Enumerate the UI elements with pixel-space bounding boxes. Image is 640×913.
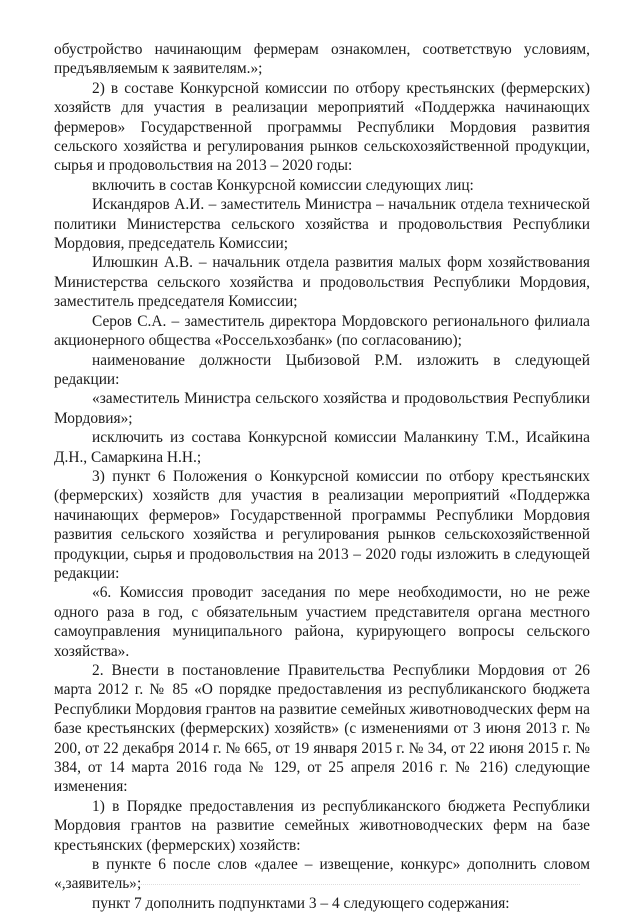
paragraph-section-2-amend: 2. Внести в постановление Правительства Республики Мордовия от 26 марта 2012 г. № 85 «О порядке предоставления из республиканского бюджета Республики Мордовия грантов на развитие семейных животноводческих ферм на базе крестьянских (фермерских) хозяйств» (с изменениями от 3 июня 2013 г. № 200, от 22 декабря 2014 г. № 665, от 19 января 2015 г. № 34, от 22 июня 2015 г. № 384, от 14 марта 2016 года № 129, от 25 апреля 2016 г. № 216) следующие изменения: (54, 662, 590, 796)
paragraph-item-7-add-subitems: пункт 7 дополнить подпунктами 3 – 4 следующего содержания: (92, 894, 510, 912)
paragraph-member-ilyushkin: Илюшкин А.В. – начальник отдела развития малых форм хозяйствования Министерства сельского хозяйства и продовольствия Республики Мордовия, заместитель председателя Комиссии; (54, 254, 590, 311)
paragraph-exclude-members: исключить из состава Конкурсной комиссии Маланкину Т.М., Исайкина Д.Н., Самаркина Н.Н.; (54, 429, 590, 466)
paragraph-item-6-quote: «6. Комиссия проводит заседания по мере необходимости, но не реже одного раза в год, с обязательным участием представителя органа местного самоуправления муниципального района, курирующего вопросы сельского хозяйства». (54, 584, 590, 660)
paragraph-include-members: включить в состав Конкурсной комиссии следующих лиц: (92, 176, 474, 194)
paragraph-member-iskandyarov: Искандяров А.И. – заместитель Министра – начальник отдела технической политики Министерства сельского хозяйства и продовольствия Республики Мордовия, председатель Комиссии; (54, 196, 590, 253)
paragraph-item-1-procedure: 1) в Порядке предоставления из республиканского бюджета Республики Мордовия грантов на развитие семейных животноводческих ферм на базе крестьянских (фермерских) хозяйств: (54, 797, 590, 854)
paragraph-position-quote: «заместитель Министра сельского хозяйства и продовольствия Республики Мордовия»; (54, 390, 590, 427)
paragraph-item-2-commission: 2) в составе Конкурсной комиссии по отбору крестьянских (фермерских) хозяйств для участия в реализации мероприятий «Поддержка начинающих фермеров» Государственной программы Республики Мордовия развития сельского хозяйства и регулирования рынков сельскохозяйственной продукции, сырья и продовольствия на 2013 – 2020 годы: (54, 79, 590, 175)
paragraph-continuation: обустройство начинающим фермерам ознакомлен, соответствую условиям, предъявляемым к заявителям.»; (54, 41, 590, 78)
scan-artifact-dotted-line (60, 884, 580, 889)
paragraph-position-tsybizova: наименование должности Цыбизовой Р.М. изложить в следующей редакции: (54, 351, 590, 388)
paragraph-member-serov: Серов С.А. – заместитель директора Мордовского регионального филиала акционерного общества «Россельхозбанк» (по согласованию); (54, 312, 590, 350)
document-page (54, 40, 590, 913)
paragraph-item-6-add-word: в пункте 6 после слов «далее – извещение, конкурс» дополнить словом «,заявитель»; (54, 856, 590, 893)
paragraph-item-3-regulation: 3) пункт 6 Положения о Конкурсной комиссии по отбору крестьянских (фермерских) хозяйств для участия в реализации мероприятий «Поддержка начинающих фермеров» Государственной программы Республики Мордовия развития сельского хозяйства и регулирования рынков сельскохозяйственной продукции, сырья и продовольствия на 2013 – 2020 годы изложить в следующей редакции: (54, 467, 590, 582)
